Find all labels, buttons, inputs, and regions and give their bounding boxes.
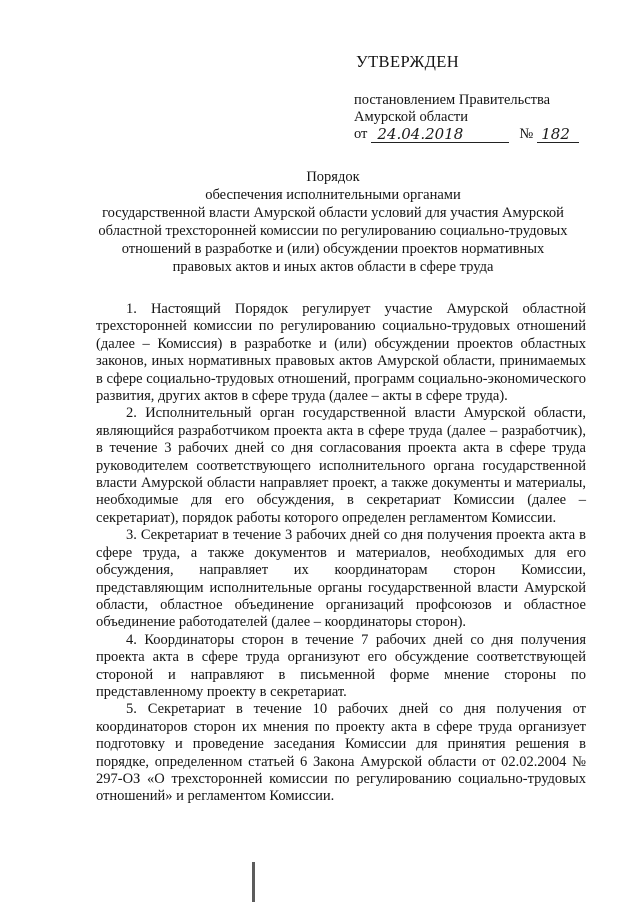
title-line: областной трехсторонней комиссии по регулированию социально-трудовых xyxy=(98,223,568,239)
paragraph-4: 4. Координаторы сторон в течение 7 рабочих дней со дня получения проекта акта в сфере труда организуют его обсуждение соответствующей стороной и направляют в письменной форме мнение стороны по представленному проекту в секретариат. xyxy=(96,631,586,700)
approval-stamp xyxy=(352,52,612,143)
paragraph-1: 1. Настоящий Порядок регулирует участие Амурской областной трехсторонней комиссии по регулированию социально-трудовых отношений (далее – Комиссия) в разработке и (или) обсуждении проектов областных законов, иных нормативных правовых актов Амурской области, принимаемых в сфере социально-трудовых отношений, программ социально-экономического развития, других актов в сфере труда (далее – акты в сфере труда). xyxy=(96,301,586,405)
paragraph-2: 2. Исполнительный орган государственной власти Амурской области, являющийся разработчиком проекта акта в сфере труда (далее – разработчик), в течение 3 рабочих дней со дня согласования проекта акта в сфере труда руководителем соответствующего исполнительного органа государственной власти Амурской области направляет проект, а также документы и материалы, необходимые для его обсуждения, в секретариат Комиссии (далее – секретариат), порядок работы которого определен регламентом Комиссии. xyxy=(96,405,586,526)
scan-edge-mark xyxy=(252,862,255,902)
date-prefix: от xyxy=(354,126,368,142)
title-line: обеспечения исполнительными органами xyxy=(205,187,461,203)
number-value: 182 xyxy=(537,126,579,143)
approved-heading: УТВЕРЖДЕН xyxy=(356,52,460,71)
title-line: правовых актов и иных актов области в сфере труда xyxy=(172,259,494,275)
date-value: 24.04.2018 xyxy=(371,126,509,143)
document-body xyxy=(96,301,586,806)
title-line: отношений в разработке и (или) обсуждении проектов нормативных xyxy=(121,241,545,257)
title-line: Порядок xyxy=(306,169,360,185)
title-line: государственной власти Амурской области условий для участия Амурской xyxy=(102,205,564,221)
paragraph-3: 3. Секретариат в течение 3 рабочих дней со дня получения проекта акта в сфере труда, а также документов и материалов, необходимых для его обсуждения, направляет их координаторам сторон Комиссии, представляющим исполнительные органы государственной власти Амурской области, областное объединение организаций профсоюзов и областное объединение работодателей (далее – координаторы сторон). xyxy=(96,527,586,631)
approval-issuer-line-1: постановлением Правительства xyxy=(354,92,551,108)
document-title xyxy=(88,168,578,276)
paragraph-5: 5. Секретариат в течение 10 рабочих дней со дня получения от координаторов сторон их мнения по проекту акта в сфере труда организует подготовку и проведение заседания Комиссии для принятия решения в порядке, определенном статьей 6 Закона Амурской области от 02.02.2004 № 297-ОЗ «О трехсторонней комиссии по регулированию социально-трудовых отношений» и регламентом Комиссии. xyxy=(96,701,586,805)
number-prefix: № xyxy=(519,126,534,142)
approval-issuer-line-2: Амурской области xyxy=(354,109,468,125)
approval-date-number xyxy=(354,126,612,143)
